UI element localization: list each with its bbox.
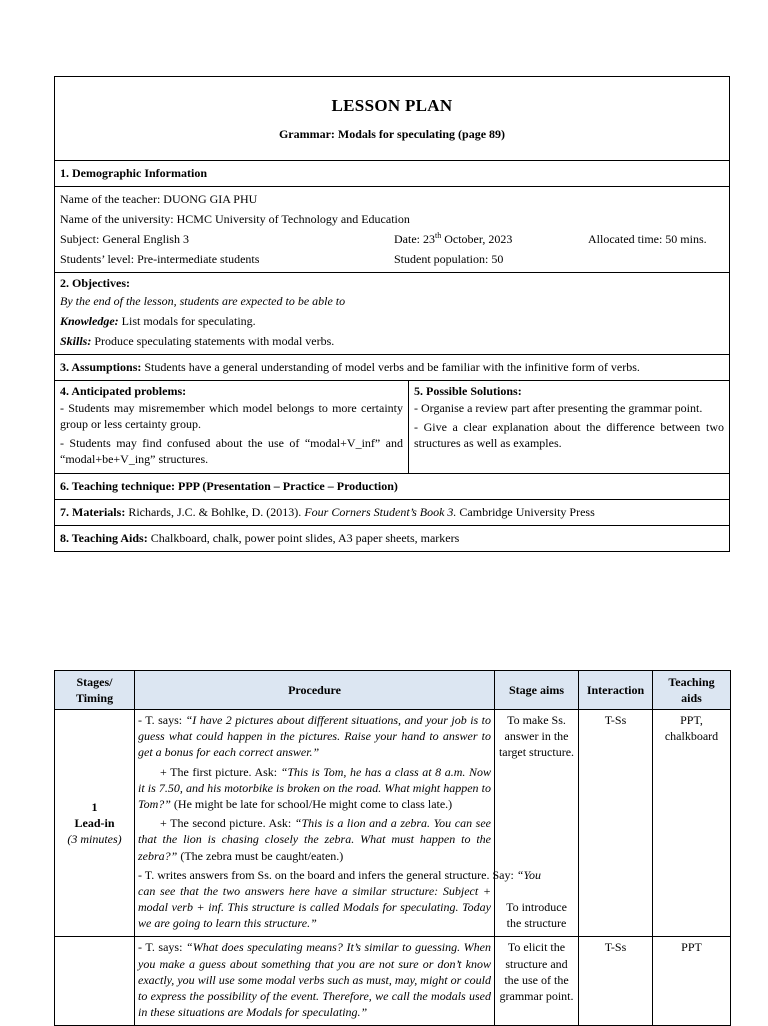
stage-aim: To introduce the structure	[506, 899, 567, 930]
stage-aims-cell: To elicit the structure and the use of the grammar point.	[495, 937, 579, 1026]
students-level: Students’ level: Pre-intermediate students	[60, 252, 260, 267]
subject: Subject: General English 3	[60, 232, 189, 247]
lesson-plan-table	[54, 76, 730, 552]
solutions-heading: 5. Possible Solutions:	[414, 384, 522, 399]
proc-text: - T. says:	[138, 940, 187, 955]
col-stages-line1: Stages/	[76, 674, 113, 689]
demographic-details	[55, 186, 729, 272]
col-procedure: Procedure	[135, 671, 495, 710]
student-population: Student population: 50	[394, 252, 504, 267]
col-interaction: Interaction	[579, 671, 653, 710]
page-title: LESSON PLAN	[331, 96, 453, 115]
anticipated-problems	[55, 381, 409, 473]
proc-text: (The zebra must be caught/eaten.)	[177, 848, 344, 863]
materials-label: 7. Materials:	[60, 505, 126, 520]
interaction-cell: T-Ss	[579, 710, 653, 937]
page-subtitle: Grammar: Modals for speculating (page 89)	[278, 126, 506, 141]
materials-section	[55, 499, 729, 525]
interaction-cell: T-Ss	[579, 937, 653, 1026]
date-suffix: October, 2023	[441, 232, 513, 247]
assumptions-text: Students have a general understanding of model verbs and be familiar with the infinitive form of verbs.	[141, 360, 640, 375]
stage-number: 1	[91, 799, 98, 814]
subject-row	[60, 229, 724, 249]
procedure-header-row	[55, 671, 731, 710]
aids-label: 8. Teaching Aids:	[60, 531, 148, 546]
assumptions-section	[55, 354, 729, 380]
proc-text: (He might be late for school/He might come to class late.)	[170, 796, 453, 811]
col-aids-line2: aids	[681, 691, 702, 705]
proc-quote: “This is a lion and a zebra. You can see that the lion is chasing closely the zebra. What must happen to the zebra?”	[138, 816, 491, 863]
procedure-table	[54, 670, 731, 1026]
allocated-time: Allocated time: 50 mins.	[588, 232, 707, 247]
aids-text: Chalkboard, chalk, power point slides, A3 paper sheets, markers	[147, 531, 460, 546]
knowledge-text: List modals for speculating.	[118, 314, 256, 329]
materials-text-a: Richards, J.C. & Bohlke, D. (2013).	[125, 505, 305, 520]
date-sup: th	[435, 231, 442, 241]
stage-cell	[55, 710, 135, 937]
objectives-intro: By the end of the lesson, students are expected to be able to	[60, 294, 346, 309]
proc-text: - T. says:	[138, 713, 186, 727]
materials-book: Four Corners Student’s Book 3.	[304, 505, 457, 520]
problems-heading: 4. Anticipated problems:	[60, 384, 187, 399]
knowledge-label: Knowledge:	[60, 314, 119, 329]
demographic-heading: 1. Demographic Information	[60, 166, 207, 181]
problem-item: - Students may misremember which model belongs to more certainty group or less certainty group.	[60, 400, 403, 431]
proc-quote: “I have 2 pictures about different situations, and your job is to guess what could happen in the pictures. Raise your hand to answer to get a bonus for each correct answer.”	[138, 713, 491, 760]
objectives-section	[55, 272, 729, 354]
university-name: Name of the university: HCMC University of Technology and Education	[60, 212, 410, 227]
proc-text: - T. writes answers from Ss. on the board and infers the general structure. Say:	[138, 867, 517, 882]
col-teaching-aids	[653, 671, 731, 710]
problems-solutions-section	[55, 380, 729, 473]
skills-line	[60, 331, 724, 351]
technique-text: 6. Teaching technique: PPP (Presentation – Practice – Production)	[60, 479, 398, 494]
objectives-heading: 2. Objectives:	[60, 276, 130, 291]
demographic-section	[55, 160, 729, 186]
stage-aims-cell	[495, 710, 579, 937]
procedure-cell	[135, 937, 495, 1026]
proc-text: + The first picture. Ask:	[160, 764, 281, 779]
plan-header	[55, 77, 729, 160]
col-stages-line2: Timing	[75, 691, 114, 705]
col-aids-line1: Teaching	[668, 674, 715, 689]
stage-cell	[55, 937, 135, 1026]
possible-solutions	[409, 381, 729, 473]
materials-text-b: Cambridge University Press	[456, 505, 595, 520]
problem-item: - Students may find confused about the use of “modal+V_inf” and “modal+be+V_ing” structures.	[60, 435, 403, 467]
skills-label: Skills:	[60, 334, 92, 349]
solution-item: - Organise a review part after presenting the grammar point.	[414, 400, 703, 415]
col-stage-aims: Stage aims	[495, 671, 579, 710]
teaching-aids-cell: PPT	[653, 937, 731, 1026]
teacher-name: Name of the teacher: DUONG GIA PHU	[60, 192, 258, 207]
level-row	[60, 249, 724, 269]
solution-item: - Give a clear explanation about the difference between two structures as well as examples.	[414, 419, 724, 450]
proc-text: + The second picture. Ask:	[160, 816, 295, 831]
col-stages	[55, 671, 135, 710]
proc-quote: “You can see that the two answers here have a similar structure: Subject + modal verb + inf. This structure is called Modals for speculating. Today we are going to learn this structure.”	[138, 867, 542, 931]
stage-aim: To make Ss. answer in the target structure.	[498, 713, 575, 760]
date-prefix: Date: 23	[394, 232, 435, 247]
stage-name: Lead-in	[74, 816, 115, 831]
aids-section	[55, 525, 729, 551]
skills-text: Produce speculating statements with modal verbs.	[91, 334, 335, 349]
teaching-aids-cell: PPT, chalkboard	[653, 710, 731, 937]
proc-quote: “This is Tom, he has a class at 8 a.m. Now it is 7.50, and his motorbike is broken on the road. What might happen to Tom?”	[138, 764, 491, 811]
stage-time: (3 minutes)	[67, 832, 122, 847]
assumptions-label: 3. Assumptions:	[60, 360, 142, 375]
table-row	[55, 937, 731, 1026]
technique-section	[55, 473, 729, 499]
table-row	[55, 710, 731, 937]
knowledge-line	[60, 311, 724, 331]
proc-quote: “What does speculating means? It’s similar to guessing. When you make a guess about something that you are not sure or don’t know exactly, you will use some modal verbs such as must, may, might or could to express the possibility of the event. Therefore, we call the modals used in these situations are Modals for speculating.”	[138, 940, 491, 1020]
date	[394, 231, 588, 247]
